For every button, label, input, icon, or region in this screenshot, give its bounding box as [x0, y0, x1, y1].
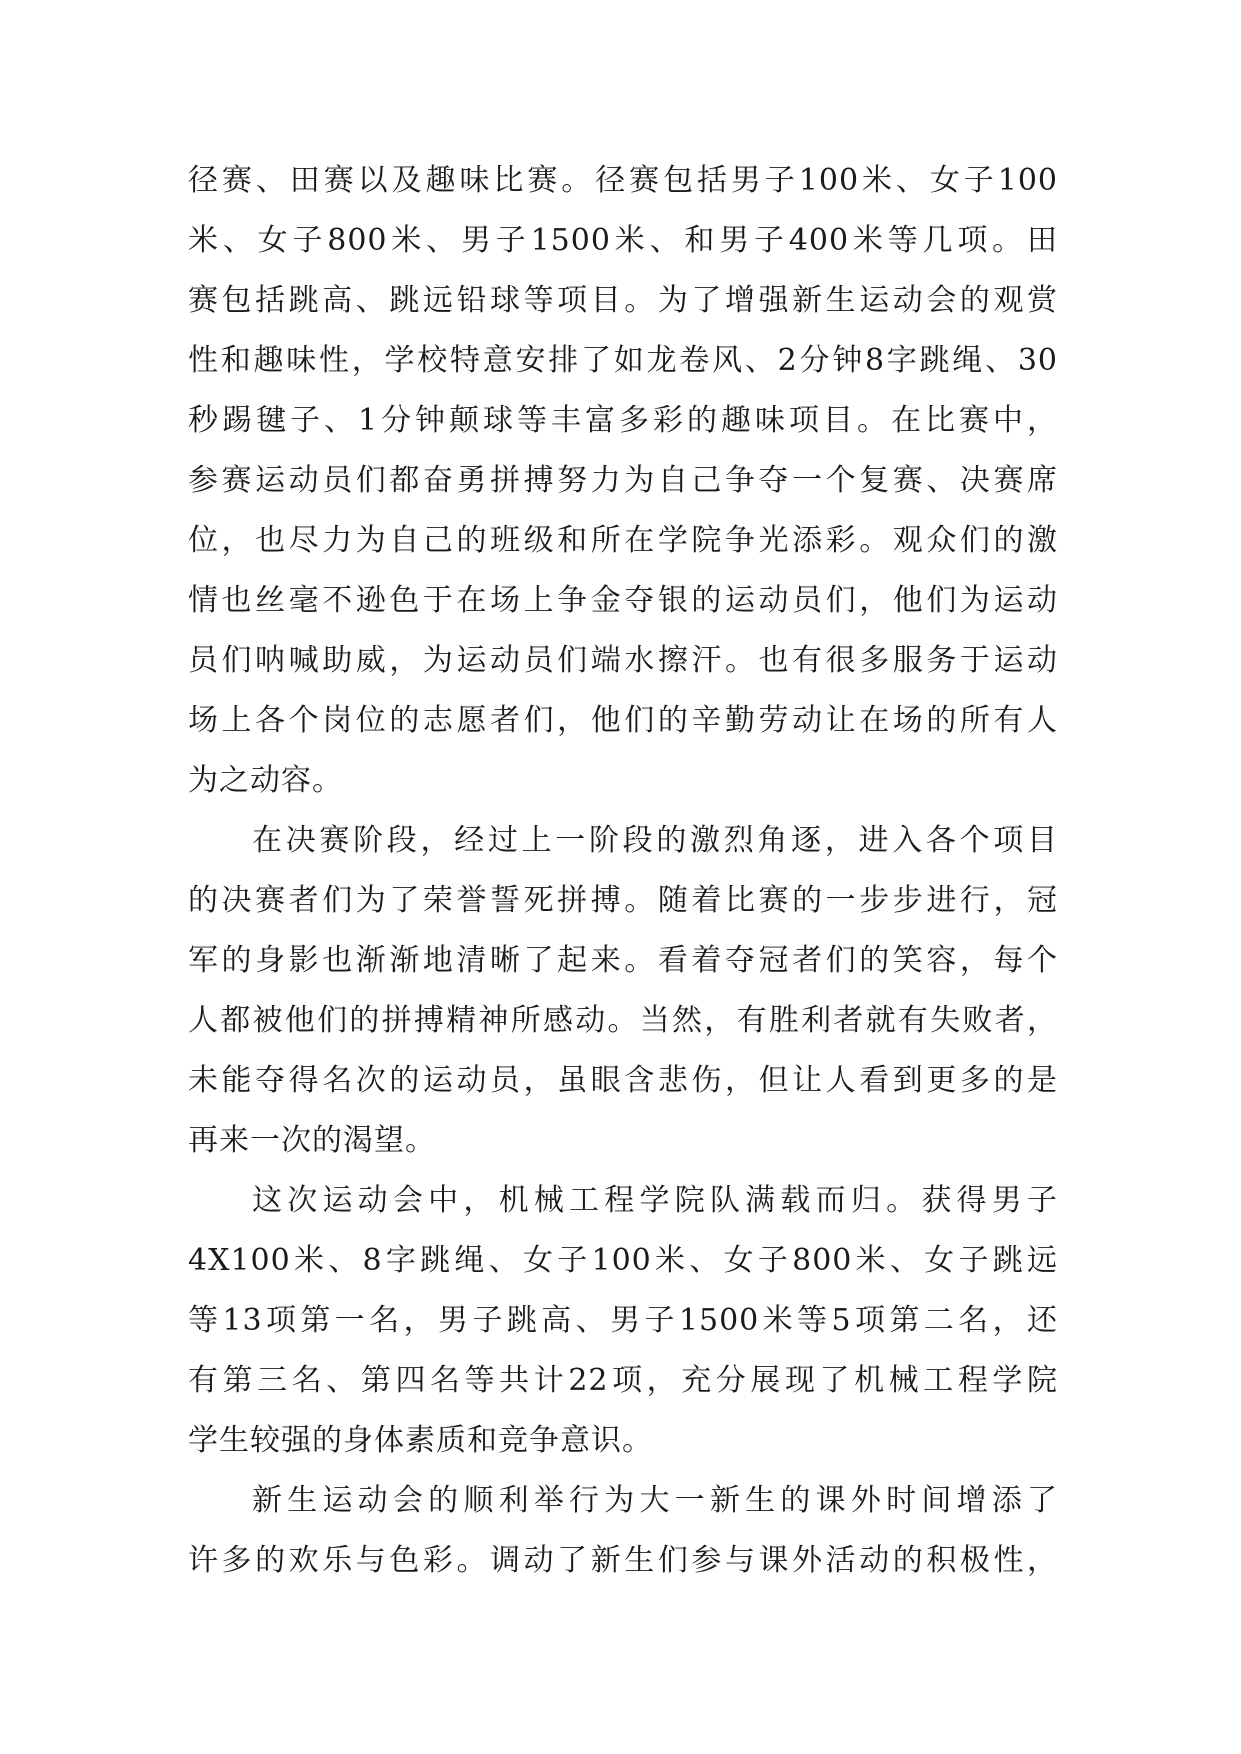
paragraph [188, 1471, 1058, 1591]
text-line: 参赛运动员们都奋勇拼搏努力为自己争夺一个复赛、决赛席 [188, 463, 1058, 498]
text-line: 许多的欢乐与色彩。调动了新生们参与课外活动的积极性， [188, 1543, 1058, 1578]
text-line: 场上各个岗位的志愿者们，他们的辛勤劳动让在场的所有人 [188, 703, 1058, 738]
text-line: 米、女子800米、男子1500米、和男子400米等几项。田 [188, 223, 1058, 258]
text-line: 性和趣味性，学校特意安排了如龙卷风、2分钟8字跳绳、30 [188, 343, 1058, 378]
text-line: 新生运动会的顺利举行为大一新生的课外时间增添了 [252, 1483, 1058, 1518]
text-line: 军的身影也渐渐地清晰了起来。看着夺冠者们的笑容，每个 [188, 943, 1058, 978]
paragraph [188, 1171, 1058, 1471]
text-line: 再来一次的渴望。 [188, 1123, 436, 1158]
text-line: 位，也尽力为自己的班级和所在学院争光添彩。观众们的激 [188, 523, 1058, 558]
text-line: 情也丝毫不逊色于在场上争金夺银的运动员们，他们为运动 [188, 583, 1058, 618]
text-line: 等13项第一名，男子跳高、男子1500米等5项第二名，还 [188, 1303, 1058, 1338]
text-line: 这次运动会中，机械工程学院队满载而归。获得男子 [252, 1183, 1058, 1218]
text-line: 学生较强的身体素质和竞争意识。 [188, 1423, 653, 1458]
text-line: 赛包括跳高、跳远铅球等项目。为了增强新生运动会的观赏 [188, 283, 1058, 318]
paragraph [188, 811, 1058, 1171]
text-line: 有第三名、第四名等共计22项，充分展现了机械工程学院 [188, 1363, 1058, 1398]
text-line: 秒踢毽子、1分钟颠球等丰富多彩的趣味项目。在比赛中， [188, 403, 1058, 438]
text-line: 径赛、田赛以及趣味比赛。径赛包括男子100米、女子100 [188, 163, 1058, 198]
text-line: 为之动容。 [188, 763, 343, 798]
text-line: 4X100米、8字跳绳、女子100米、女子800米、女子跳远 [188, 1243, 1058, 1278]
text-line: 的决赛者们为了荣誉誓死拼搏。随着比赛的一步步进行，冠 [188, 883, 1058, 918]
paragraph [188, 151, 1058, 811]
document-body [188, 151, 1058, 1591]
text-line: 在决赛阶段，经过上一阶段的激烈角逐，进入各个项目 [252, 823, 1058, 858]
text-line: 未能夺得名次的运动员，虽眼含悲伤，但让人看到更多的是 [188, 1063, 1058, 1098]
text-line: 员们呐喊助威，为运动员们端水擦汗。也有很多服务于运动 [188, 643, 1058, 678]
text-line: 人都被他们的拼搏精神所感动。当然，有胜利者就有失败者， [188, 1003, 1058, 1038]
